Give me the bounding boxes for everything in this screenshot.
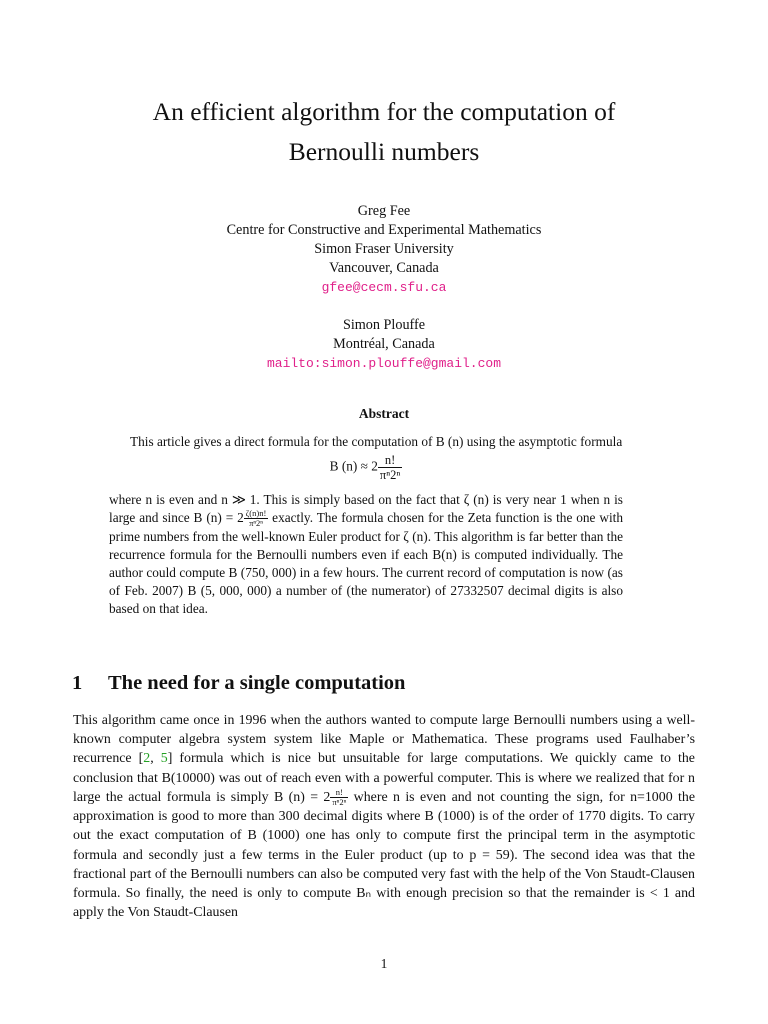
author2-email-link[interactable]: mailto:simon.plouffe@gmail.com (266, 356, 502, 371)
formula-fraction (378, 453, 402, 482)
section-title: The need for a single computation (108, 672, 406, 694)
formula-lhs: B (n) ≈ 2 (329, 458, 378, 474)
formula-numerator: n! (378, 453, 402, 468)
section-heading (72, 672, 405, 695)
section-text-3: where n is even and not counting the sign, for n=1000 the approximation is good to more than 300 decimal digits where B (1000) is of the order of 1770 digits. To carry out the exact computation of B (1000) one has only to compute first the principal term in the asymptotic formula and secondly just a few terms in the Euler product (up to p = 59). The second idea was that the fractional part of the Bernoulli numbers can also be computed very fast with the help of the Von Staudt-Clausen formula. So finally, the need is only to compute Bₙ with enough precision so that the remainder is < 1 and apply the Von Staudt-Clausen (73, 789, 695, 921)
title-line-2: Bernoulli numbers (288, 137, 480, 166)
author1-name: Greg Fee (357, 203, 411, 219)
author1-affiliation: Centre for Constructive and Experimental Mathematics (226, 222, 542, 238)
paper-title (40, 92, 728, 172)
abstract-intro: This article gives a direct formula for the computation of B (n) using the asymptotic formula (130, 434, 623, 449)
abstract-body (109, 433, 623, 618)
formula-denominator: πⁿ2ⁿ (379, 468, 401, 482)
inline-denominator: πⁿ2ⁿ (332, 797, 347, 808)
section-body (73, 711, 695, 922)
author1-university: Simon Fraser University (314, 241, 454, 257)
citation-link-5[interactable]: 5 (160, 751, 168, 767)
author-block (0, 202, 768, 373)
title-line-1: An efficient algorithm for the computation of (152, 97, 616, 126)
author1-location: Vancouver, Canada (329, 260, 439, 276)
citation-link-2[interactable]: 2 (143, 751, 151, 767)
inline-numerator: n! (330, 788, 348, 798)
author1-email-link[interactable]: gfee@cecm.sfu.ca (321, 280, 447, 295)
inline-zeta-denominator: πⁿ2ⁿ (249, 518, 263, 529)
abstract-heading: Abstract (358, 406, 410, 421)
author2-name: Simon Plouffe (342, 317, 426, 333)
inline-zeta-fraction (244, 509, 269, 528)
section-text-2: ] formula which is nice but unsuitable for large computations. We quickly came to the conclusion that B(10000) was out of reach even with a powerful computer. This is where we realized that for n large the actual formula is simply B (n) = 2 (73, 751, 695, 805)
abstract-text-1: where n is even and n ≫ 1. This is simply based on the fact that ζ (n) is very near 1 when n is large and since B (n) = 2 (109, 492, 623, 525)
abstract-paragraph (109, 491, 623, 618)
abstract-text-2: exactly. The formula chosen for the Zeta function is the one with prime numbers from the well-known Euler product for ζ (n). This algorithm is far better than the recurrence formula for the Bernoulli numbers even if each B(n) is computed individually. The author could compute B (750, 000) in a few hours. The current record of computation is now (as of Feb. 2007) B (5, 000, 000) a number of (the numerator) of 27332507 decimal digits is also based on that idea. (109, 510, 623, 617)
author2-location: Montréal, Canada (333, 336, 435, 352)
page-number: 1 (380, 956, 388, 971)
section-number: 1 (72, 672, 83, 694)
asymptotic-formula (109, 453, 623, 487)
inline-fraction (330, 788, 348, 807)
inline-zeta-numerator: ζ(n)n! (245, 508, 267, 519)
citation-separator: , (150, 751, 161, 767)
section-paragraph (73, 711, 695, 922)
section-text-1: This algorithm came once in 1996 when the authors wanted to compute large Bernoulli numbers using a well-known computer algebra system system like Maple or Mathematica. These programs used Faulhaber’s recurrence [ (73, 713, 695, 767)
